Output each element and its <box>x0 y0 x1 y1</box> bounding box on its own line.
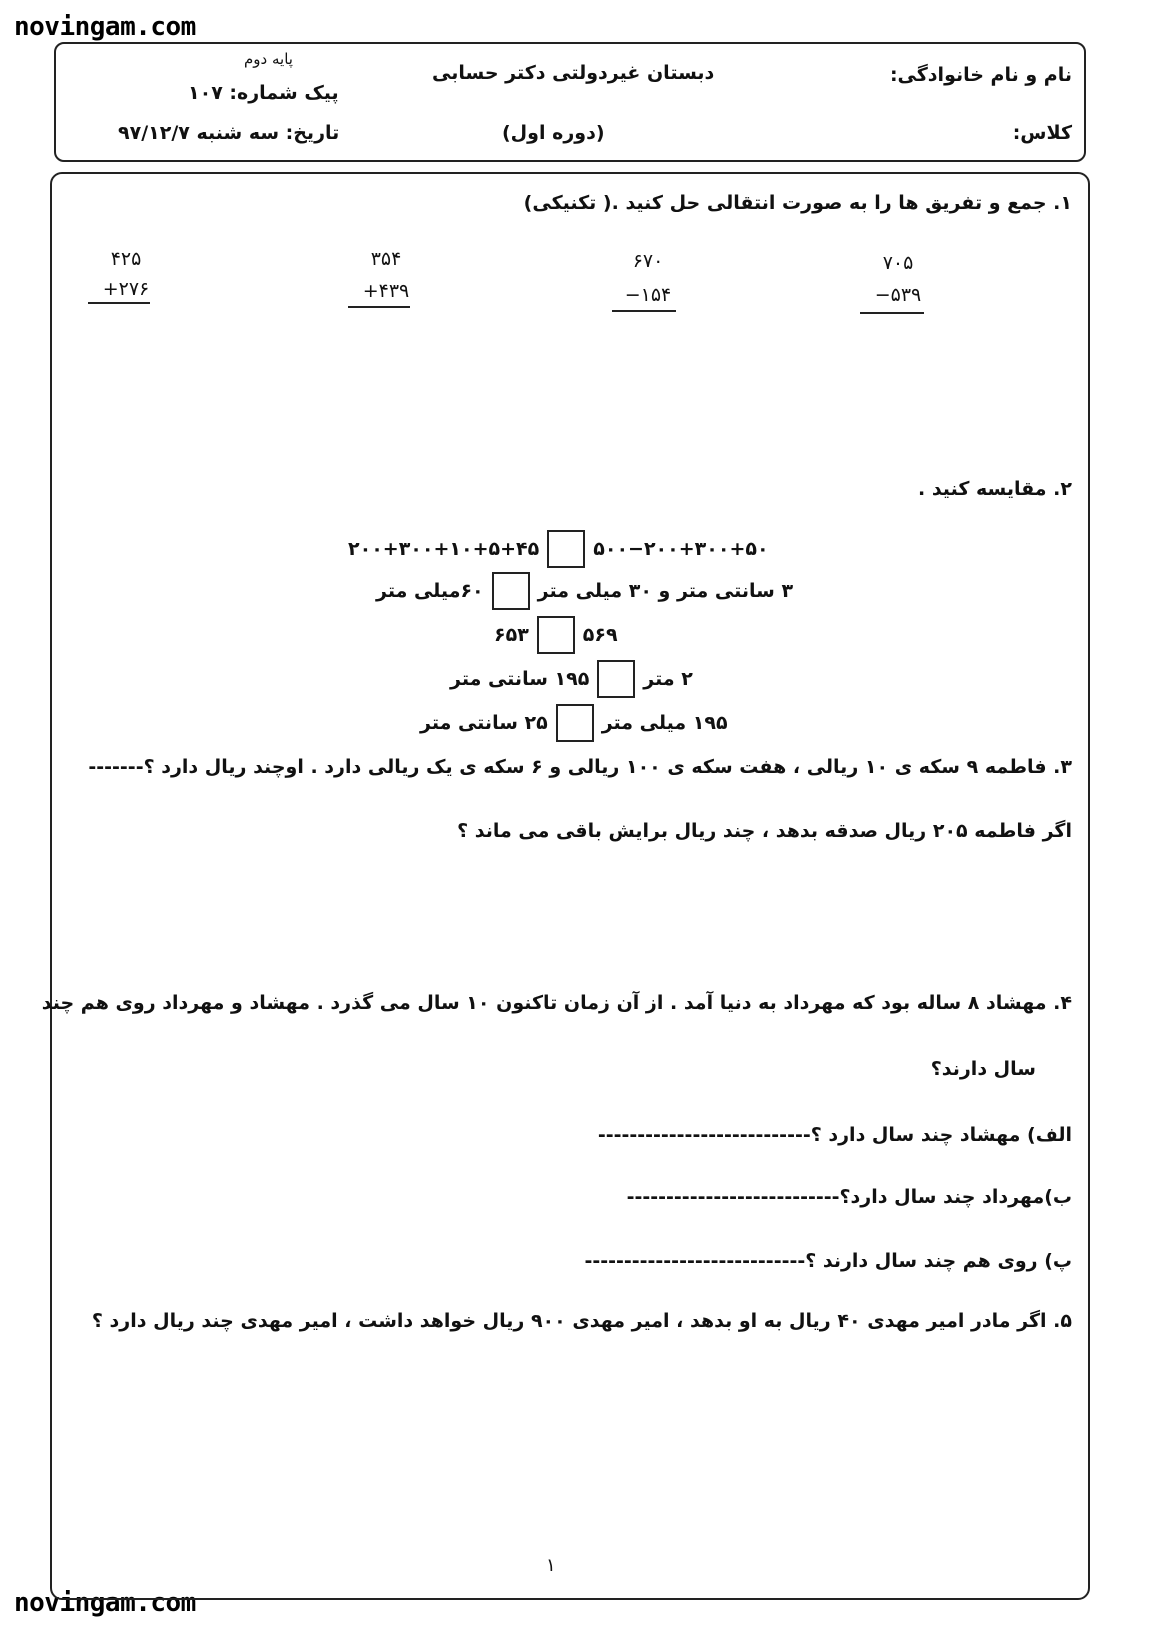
problem-4-line <box>88 302 150 304</box>
question-3-line-2: اگر فاطمه ۲۰۵ ریال صدقه بدهد ، چند ریال برایش باقی می ماند ؟ <box>457 820 1072 842</box>
compare-4-left: ۱۹۵ سانتی متر <box>450 668 590 690</box>
compare-row-1 <box>348 530 769 568</box>
problem-1-bottom: −۵۳۹ <box>874 284 922 306</box>
problem-2-top: ۶۷۰ <box>632 250 664 272</box>
page-number: ۱ <box>546 1555 556 1576</box>
compare-2-left: ۶۰میلی متر <box>376 580 484 602</box>
compare-row-4 <box>450 660 693 698</box>
problem-3-line <box>348 306 410 308</box>
class-field-label: کلاس: <box>1012 122 1072 144</box>
compare-3-left: ۶۵۳ <box>494 624 529 646</box>
compare-1-answer-box[interactable] <box>547 530 585 568</box>
compare-5-right: ۱۹۵ میلی متر <box>601 712 728 734</box>
question-4-part-c: پ) روی هم چند سال دارند ؟---------------------------- <box>584 1250 1072 1272</box>
school-name: دبستان غیردولتی دکتر حسابی <box>432 62 715 84</box>
question-4-part-a: الف) مهشاد چند سال دارد ؟--------------------------- <box>597 1124 1072 1146</box>
compare-1-right: ۵۰۰−۲۰۰+۳۰۰+۵۰ <box>593 538 769 560</box>
question-4-line-2: سال دارند؟ <box>930 1058 1036 1080</box>
question-1-text: ۱. جمع و تفریق ها را به صورت انتقالی حل کنید .( تکنیکی) <box>523 192 1072 214</box>
grade-label: پایه دوم <box>244 50 293 68</box>
problem-1-line <box>860 312 924 314</box>
problem-3-top: ۳۵۴ <box>370 248 402 270</box>
worksheet-body <box>41 172 1090 1600</box>
compare-3-answer-box[interactable] <box>537 616 575 654</box>
watermark-top: novingam.com <box>14 12 196 42</box>
compare-5-left: ۲۵ سانتی متر <box>420 712 548 734</box>
compare-2-right: ۳ سانتی متر و ۳۰ میلی متر <box>537 580 794 602</box>
header-box <box>54 42 1086 162</box>
worksheet-number: پیک شماره: ۱۰۷ <box>188 82 339 104</box>
compare-row-2 <box>376 572 793 610</box>
compare-1-left: ۲۰۰+۳۰۰+۱۰+۵+۴۵ <box>348 538 540 560</box>
question-5-text: ۵. اگر مادر امیر مهدی ۴۰ ریال به او بدهد ، امیر مهدی ۹۰۰ ریال خواهد داشت ، امیر مهدی چند ریال دارد ؟ <box>91 1310 1072 1332</box>
problem-4-bottom: +۲۷۶ <box>102 278 150 300</box>
problem-4-top: ۴۲۵ <box>110 248 142 270</box>
worksheet-date: تاریخ: سه شنبه ۹۷/۱۲/۷ <box>118 122 340 144</box>
problem-2-bottom: −۱۵۴ <box>624 284 672 306</box>
question-4-part-b: ب)مهرداد چند سال دارد؟--------------------------- <box>626 1186 1072 1208</box>
compare-3-right: ۵۶۹ <box>582 624 618 646</box>
compare-4-right: ۲ متر <box>643 668 693 690</box>
period-label: (دوره اول) <box>502 122 605 144</box>
problem-1-top: ۷۰۵ <box>882 252 914 274</box>
question-2-text: ۲. مقایسه کنید . <box>918 478 1072 500</box>
watermark-bottom: novingam.com <box>14 1588 196 1618</box>
compare-row-5 <box>420 704 728 742</box>
compare-row-3 <box>494 616 618 654</box>
compare-2-answer-box[interactable] <box>492 572 530 610</box>
problem-3-bottom: +۴۳۹ <box>362 280 410 302</box>
compare-4-answer-box[interactable] <box>597 660 635 698</box>
problem-2-line <box>612 310 676 312</box>
question-3-line-1: ۳. فاطمه ۹ سکه ی ۱۰ ریالی ، هفت سکه ی ۱۰۰ ریالی و ۶ سکه ی یک ریالی دارد . اوچند ریال دارد ؟------- <box>88 756 1072 778</box>
name-field-label: نام و نام خانوادگی: <box>889 64 1072 86</box>
compare-5-answer-box[interactable] <box>556 704 594 742</box>
question-4-line-1: ۴. مهشاد ۸ ساله بود که مهرداد به دنیا آمد . از آن زمان تاکنون ۱۰ سال می گذرد . مهشاد و مهرداد روی هم چند <box>41 992 1072 1014</box>
